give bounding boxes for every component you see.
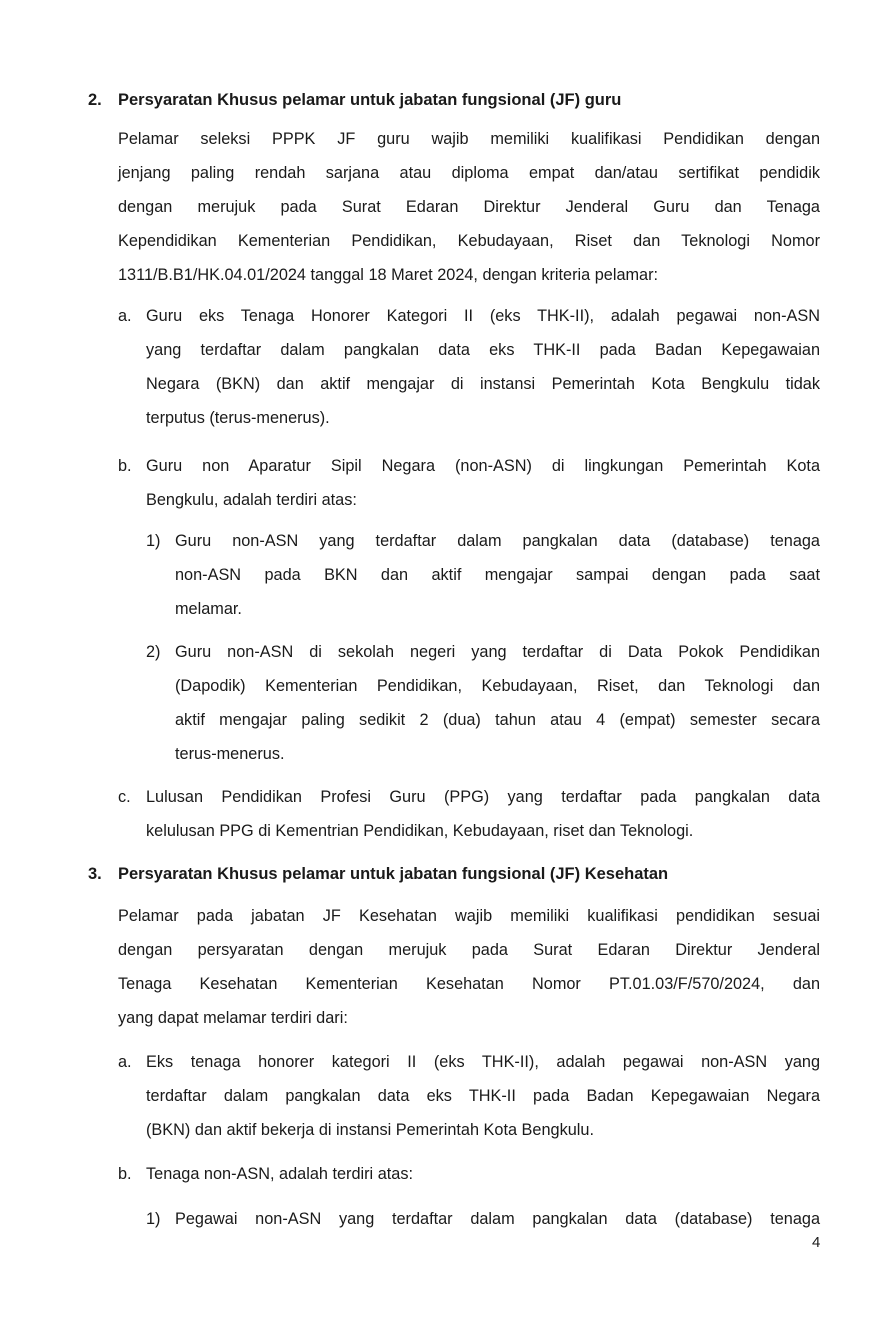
section-heading: Persyaratan Khusus pelamar untuk jabatan fungsional (JF) Kesehatan (118, 865, 669, 883)
list-marker: a. (118, 307, 132, 325)
list-item-line: Bengkulu, adalah terdiri atas: (146, 491, 357, 509)
paragraph-line: Pelamar pada jabatan JF Kesehatan wajib memiliki kualifikasi pendidikan sesuai (118, 907, 820, 925)
list-item-line: Lulusan Pendidikan Profesi Guru (PPG) yang terdaftar pada pangkalan data (146, 788, 820, 806)
paragraph-line: Pelamar seleksi PPPK JF guru wajib memiliki kualifikasi Pendidikan dengan (118, 130, 820, 148)
list-item-line: Negara (BKN) dan aktif mengajar di instansi Pemerintah Kota Bengkulu tidak (146, 375, 820, 393)
list-item-line: terputus (terus-menerus). (146, 409, 330, 427)
paragraph-line: yang dapat melamar terdiri dari: (118, 1009, 348, 1027)
list-marker: b. (118, 1165, 132, 1183)
paragraph-line: Tenaga Kesehatan Kementerian Kesehatan Nomor PT.01.03/F/570/2024, dan (118, 975, 820, 993)
list-marker: b. (118, 457, 132, 475)
list-marker: c. (118, 788, 131, 806)
list-item-line: Eks tenaga honorer kategori II (eks THK-II), adalah pegawai non-ASN yang (146, 1053, 820, 1071)
list-item-line: terdaftar dalam pangkalan data eks THK-II pada Badan Kepegawaian Negara (146, 1087, 820, 1105)
paragraph-line: Kependidikan Kementerian Pendidikan, Kebudayaan, Riset dan Teknologi Nomor (118, 232, 820, 250)
sublist-item-line: Pegawai non-ASN yang terdaftar dalam pangkalan data (database) tenaga (175, 1210, 820, 1228)
section-number: 3. (88, 865, 102, 883)
paragraph-line: 1311/B.B1/HK.04.01/2024 tanggal 18 Maret 2024, dengan kriteria pelamar: (118, 266, 659, 284)
list-item-line: (BKN) dan aktif bekerja di instansi Pemerintah Kota Bengkulu. (146, 1121, 594, 1139)
sublist-item-line: aktif mengajar paling sedikit 2 (dua) tahun atau 4 (empat) semester secara (175, 711, 820, 729)
sublist-marker: 1) (146, 532, 161, 550)
sublist-marker: 2) (146, 643, 161, 661)
sublist-marker: 1) (146, 1210, 161, 1228)
paragraph-line: dengan persyaratan dengan merujuk pada Surat Edaran Direktur Jenderal (118, 941, 820, 959)
list-item-line: kelulusan PPG di Kementrian Pendidikan, Kebudayaan, riset dan Teknologi. (146, 822, 694, 840)
sublist-item-line: melamar. (175, 600, 242, 618)
section-heading: Persyaratan Khusus pelamar untuk jabatan fungsional (JF) guru (118, 91, 622, 109)
sublist-item-line: non-ASN pada BKN dan aktif mengajar sampai dengan pada saat (175, 566, 820, 584)
list-item-line: Tenaga non-ASN, adalah terdiri atas: (146, 1165, 413, 1183)
list-item-line: Guru eks Tenaga Honorer Kategori II (eks THK-II), adalah pegawai non-ASN (146, 307, 820, 325)
sublist-item-line: terus-menerus. (175, 745, 285, 763)
list-item-line: Guru non Aparatur Sipil Negara (non-ASN) di lingkungan Pemerintah Kota (146, 457, 820, 475)
sublist-item-line: Guru non-ASN di sekolah negeri yang terdaftar di Data Pokok Pendidikan (175, 643, 820, 661)
sublist-item-line: Guru non-ASN yang terdaftar dalam pangkalan data (database) tenaga (175, 532, 820, 550)
section-number: 2. (88, 91, 102, 109)
paragraph-line: dengan merujuk pada Surat Edaran Direktur Jenderal Guru dan Tenaga (118, 198, 820, 216)
sublist-item-line: (Dapodik) Kementerian Pendidikan, Kebudayaan, Riset, dan Teknologi dan (175, 677, 820, 695)
list-marker: a. (118, 1053, 132, 1071)
list-item-line: yang terdaftar dalam pangkalan data eks THK-II pada Badan Kepegawaian (146, 341, 820, 359)
page-number: 4 (812, 1234, 821, 1251)
paragraph-line: jenjang paling rendah sarjana atau diploma empat dan/atau sertifikat pendidik (118, 164, 820, 182)
